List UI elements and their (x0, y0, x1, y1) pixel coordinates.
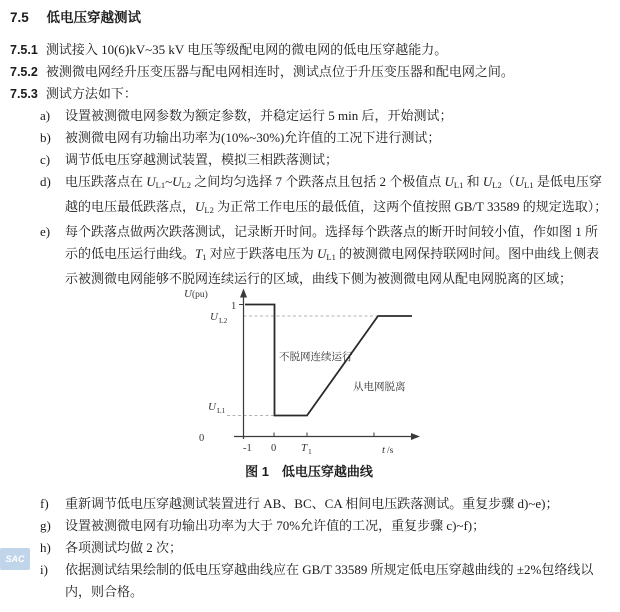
list-item-h (10, 537, 608, 559)
region-label-disconnect: 从电网脱离 (353, 382, 406, 393)
y-tick-label-1: 1 (231, 301, 237, 312)
list-item-label: i) (40, 562, 48, 577)
x-tick-label-t1-sub: 1 (308, 447, 312, 456)
list-item-a (10, 105, 608, 127)
clause-text: 测试接入 10(6)kV~35 kV 电压等级配电网的微电网的低电压穿越能力。 (45, 42, 448, 57)
list-item-i (10, 559, 608, 603)
y-label-ul2-var: U (210, 311, 218, 323)
clause-number: 7.5.3 (10, 87, 38, 101)
x-tick-label-0: 0 (271, 443, 277, 454)
list-item-b (10, 127, 608, 149)
list-item-label: d) (40, 174, 51, 189)
y-label-ul1-var: U (208, 401, 216, 413)
y-axis-arrow-icon (240, 289, 247, 298)
list-item-text: 电压跌落点在 UL1~UL2 之间均匀选择 7 个跌落点且包括 2 个极值点 UL1 和 UL2（UL1 是低电压穿越的电压最低跌落点，UL2 为正常工作电压的最低值，这两个值按照 GB/T 33589 的规定选取）； (65, 174, 608, 215)
list-item-text: 设置被测微电网有功输出功率为大于 70%允许值的工况，重复步骤 c)~f)； (65, 518, 486, 533)
x-axis-unit-var: t (382, 444, 386, 456)
list-item-text: 依据测试结果绘制的低电压穿越曲线应在 GB/T 33589 所规定低电压穿越曲线的 ±2%包络线以内，则合格。 (65, 562, 594, 599)
lvrt-curve-chart (146, 288, 486, 458)
clause-number: 7.5.2 (10, 65, 38, 79)
list-item-d (10, 171, 608, 221)
list-item-label: b) (40, 130, 51, 145)
list-item-g (10, 515, 608, 537)
list-item-f (10, 493, 608, 515)
watermark-stamp: SAC (0, 548, 30, 570)
x-tick-label-t1-var: T (301, 442, 308, 454)
list-item-label: a) (40, 108, 51, 123)
y-axis-title-var: U (184, 288, 192, 300)
region-label-stay-connected: 不脱网连续运行 (279, 352, 353, 363)
list-item-text: 各项测试均做 2 次； (65, 540, 183, 555)
x-tick-label-minus1: -1 (243, 443, 252, 454)
list-item-label: g) (40, 518, 51, 533)
figure-caption: 图 1 低电压穿越曲线 (245, 464, 373, 479)
list-item-text: 每个跌落点做两次跌落测试，记录断开时间。选择每个跌落点的断开时间较小值，作如图 1 所示的低电压运行曲线。T1 对应于跌落电压为 UL1 的被测微电网保持联网时间。图中曲线上侧表示被测微电网能够不脱网连续运行的区域，曲线下侧为被测微电网从配电网脱离的区域； (65, 224, 600, 286)
list-item-e (10, 221, 608, 290)
clause-text: 测试方法如下： (45, 86, 137, 101)
figure-lvrt-curve (146, 288, 486, 458)
clause-number: 7.5.1 (10, 43, 38, 57)
list-item-label: c) (40, 152, 51, 167)
step-list-a-e (10, 105, 608, 290)
section-heading (10, 10, 608, 26)
list-item-text: 重新调节低电压穿越测试装置进行 AB、BC、CA 相间电压跌落测试。重复步骤 d)~e)； (65, 496, 559, 511)
list-item-text: 设置被测微电网参数为额定参数，并稳定运行 5 min 后，开始测试； (65, 108, 453, 123)
list-item-text: 被测微电网有功输出功率为(10%~30%)允许值的工况下进行测试； (65, 130, 441, 145)
list-item-label: f) (40, 496, 49, 511)
y-label-ul1-sub: L1 (217, 406, 226, 415)
y-label-ul2-sub: L2 (219, 316, 228, 325)
clause-7-5-1 (10, 39, 608, 61)
section-title: 低电压穿越测试 (46, 10, 142, 25)
clause-7-5-3 (10, 83, 608, 105)
list-item-label: e) (40, 224, 51, 239)
y-tick-label-0: 0 (199, 433, 205, 444)
x-axis-arrow-icon (411, 433, 420, 440)
step-list-f-i (10, 493, 608, 603)
clause-text: 被测微电网经升压变压器与配电网相连时，测试点位于升压变压器和配电网之间。 (45, 64, 514, 79)
list-item-c (10, 149, 608, 171)
y-axis-title-unit: (pu) (192, 290, 208, 300)
section-number: 7.5 (10, 10, 29, 25)
list-item-label: h) (40, 540, 51, 555)
clause-7-5-2 (10, 61, 608, 83)
x-axis-unit-rest: /s (387, 446, 394, 456)
list-item-text: 调节低电压穿越测试装置，模拟三相跌落测试； (65, 152, 339, 167)
